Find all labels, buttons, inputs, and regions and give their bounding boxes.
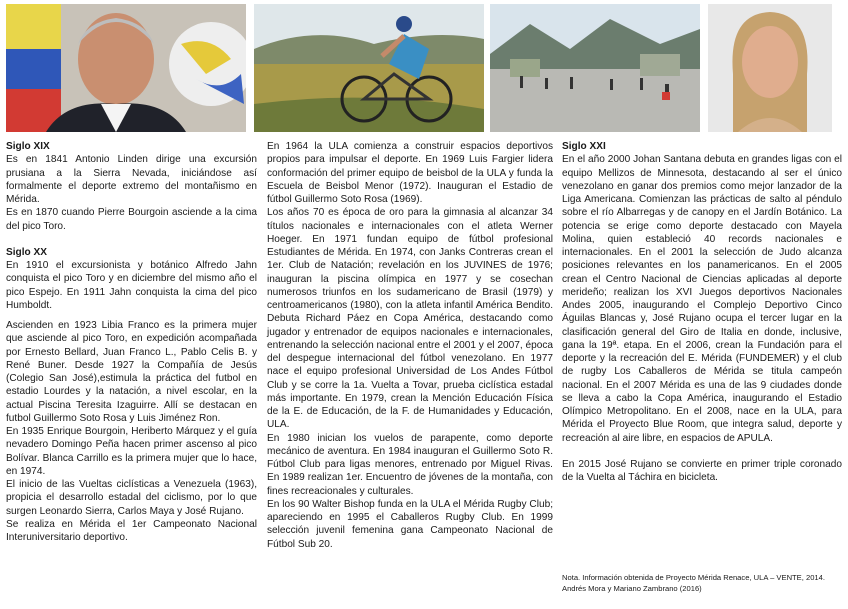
cyclist-photo [254,4,484,132]
heading-siglo-xix: Siglo XIX [6,141,50,152]
paragraph: Es en 1870 cuando Pierre Bourgoin asciende a la cima del pico Toro. [6,207,257,232]
paragraph: El inicio de las Vueltas ciclísticas a Venezuela (1963), propicia el desarrollo estadal del ciclismo, por lo que surgen Leonardo Sierra, Carlos Maya y José Rujano. [6,479,257,517]
source-note: Nota. Información obtenida de Proyecto Mérida Renace, ULA – VENTE, 2014. Andrés Mora y Mariano Zambrano (2016) [562,573,825,593]
column-1964-1999 [267,140,553,551]
heading-siglo-xxi: Siglo XXI [562,141,606,152]
paragraph: Se realiza en Mérida el 1er Campeonato Nacional Interuniversitario deportivo. [6,518,257,543]
column-siglo-xix-xx [6,140,257,544]
paragraph: Los años 70 es época de oro para la gimnasia al alcanzar 34 títulos nacionales e internacionales con el atleta Werner Hoeger. En 1971 fundan equipo de fútbol profesional Estudiantes de Mérida. En 1974, con Janks Contreras crean el 1er. Club de Natación; revelación en los JUVINES de 1976; inauguran la piscina olímpica en 1977 y se cosechan numerosos triunfos en los sudamericano de Brasil (1979) y centroamericanos (1980), con la atleta infantil América Bendito. Debuta Richard Páez en Copa América, destacando como jugador y entrenador de equipos nacionales e internacionales, entrenando la selección nacional entre el 2001 y el 2007, época del despegue internacional del fútbol venezolano. En 1977 nace el equipo profesional Universidad de Los Andes Fútbol Club y se corre la 1a. Vuelta a Tovar, prueba ciclística estadal más importante. En 1979, crean la Mención Educación Física de la E. de Educación, de la F. de Humanidades y Educación, ULA. [267,207,553,431]
paragraph: En 1980 inician los vuelos de parapente, como deporte mecánico de aventura. En 1984 inauguran el Guillermo Soto R. Fútbol Club para ligas menores, entrenado por Miguel Rivas. En 1989 realizan 1er. Encuentro de jóvenes de la montaña, con fines recreacionales y culturales. [267,432,553,497]
column-siglo-xxi [562,140,842,484]
paragraph: Ascienden en 1923 Libia Franco es la primera mujer que asciende al pico Toro, en expedición acompañada por Ernesto Bellard, Juan Franco L., Pablo Celis B. y René Buner. Desde 1927 la Compañía de Jesús (Colegio San José),estimula la práctica del futbol en estadio Lourdes y la natación, a nivel escolar, en la actual Piscina Teresita Izaguirre. Allí se destacan en futbol Guillermo Soto Rosa y Luis Jiménez Ron. [6,320,257,424]
paragraph: Es en 1841 Antonio Linden dirige una excursión prusiana a la Sierra Nevada, iniciándose así formalmente el deporte extremo del montañismo en Mérida. [6,154,257,205]
woman-portrait-photo [708,4,832,132]
paragraph: En el año 2000 Johan Santana debuta en grandes ligas con el equipo Mellizos de Minnesota, destacando al ser el único venezolano en ganar dos premios como mejor lanzador de la Liga Americana. Comienzan las prácticas de salto al péndulo sobre el río Albarregas y de canopy en el Jardín Botánico. La potencia se erige como deporte destacado con Mayela Molina, quien estableció 40 records nacionales e internacionales. En el 2001 la selección de Judo alcanza posiciones relevantes en los panamericanos. En el 2005 crean el Centro Nacional de Ciencias aplicadas al deporte merideño; realizan los XVI Juegos deportivos Nacionales Andes 2005, inaugurando el Complejo Deportivo Cinco Águilas Blancas y, José Rujano ocupa el tercer lugar en la clasificación general del Giro de Italia en donde, inclusive, gana la 19ª. etapa. En el 2006, crean la Fundación para el deporte y la recreación del E. Mérida (FUNDEMER) y el club de rugby Los Caballeros de Mérida se titula campeón nacional. En el 2007 Mérida es una de las 9 ciudades donde se lleva a cabo la Copa América, inaugurando el Estadio Olímpico Metropolitano. En el 2008, nace en la ULA, para Mérida el Proyecto Blue Room, que integra salud, deporte y recreación al aire libre, en espacios de APULA. [562,154,842,444]
paragraph: En 1910 el excursionista y botánico Alfredo Jahn conquista el pico Toro y en diciembre del mismo año el pico Espejo. En 1911 Jahn conquista la cima del pico Humboldt. [6,260,257,311]
plaza-photo [490,4,700,132]
paragraph: En 2015 José Rujano se convierte en primer triple coronado de la Vuelta al Táchira en bicicleta. [562,458,842,483]
heading-siglo-xx: Siglo XX [6,246,47,258]
paragraph: En 1935 Enrique Bourgoin, Heriberto Márquez y el guía nevadero Domingo Peña hacen primer ascenso al pico Bolívar. Blanca Carrillo es la primera mujer que lo hace, en 1974. [6,426,257,477]
man-portrait-photo [6,4,246,132]
paragraph: En 1964 la ULA comienza a construir espacios deportivos propios para impulsar el deporte. En 1969 Luis Fargier lidera conformación del primer equipo de beisbol de la ULA y funda la Escuela de Beisbol Menor (1972). Inauguran el Estadio de fútbol Guillermo Soto Rosa (1969). [267,141,553,205]
photo-strip [0,0,848,134]
paragraph: En los 90 Walter Bishop funda en la ULA el Mérida Rugby Club; apareciendo en 1995 el Caballeros Rugby Club. En 1999 selección juvenil femenina gana Campeonato Nacional de Fútbol Sub 20. [267,498,553,550]
